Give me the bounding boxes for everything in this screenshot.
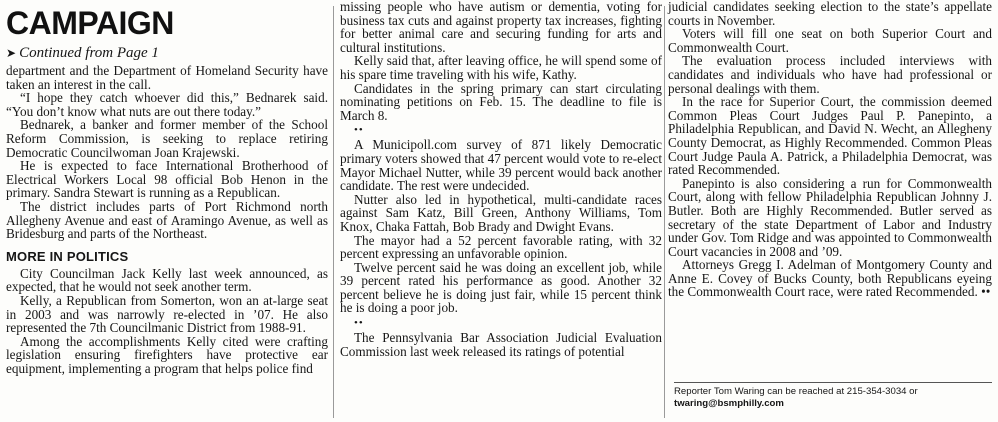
reporter-byline bbox=[674, 382, 992, 410]
byline-text: Reporter Tom Waring can be reached at 215-354-3034 or bbox=[674, 386, 918, 397]
column-rule bbox=[333, 6, 334, 418]
column-rule bbox=[664, 6, 665, 418]
paragraph: “I hope they catch whoever did this,” Bednarek said. “You don’t know what nuts are out there today.” bbox=[6, 90, 328, 119]
subhead: MORE IN POLITICS bbox=[6, 248, 129, 264]
paragraph: Candidates in the spring primary can start circulating nominating petitions on Feb. 15. The deadline to file is March 8. bbox=[340, 80, 662, 123]
paragraph: He is expected to face International Brotherhood of Electrical Workers Local 98 official Bob Henon in the primary. Sandra Stewart is running as a Republican. bbox=[6, 158, 328, 201]
continued-text: Continued from Page 1 bbox=[19, 45, 159, 61]
paragraph: Kelly, a Republican from Somerton, won an at-large seat in 2003 and was narrowly re-elected in ’07. He also represented the 7th Councilmanic District from 1988-91. bbox=[6, 292, 328, 336]
paragraph: judicial candidates seeking election to the state’s appellate courts in November. bbox=[668, 0, 992, 28]
column-1 bbox=[6, 0, 328, 375]
arrow-icon: ➤ bbox=[6, 46, 17, 60]
headline: CAMPAIGN bbox=[6, 5, 174, 41]
paragraph: The Pennsylvania Bar Association Judicial Evaluation Commission last week released its ratings of potential bbox=[340, 330, 662, 359]
paragraph: Attorneys Gregg I. Adelman of Montgomery County and Anne E. Covey of Bucks County, both Republicans eyeing the Commonwealth Court race, were rated Recommended. •• bbox=[668, 257, 992, 300]
paragraph: department and the Department of Homeland Security have taken an interest in the call. bbox=[6, 63, 328, 92]
paragraph: missing people who have autism or dementia, voting for business tax cuts and against property tax increases, fighting for better animal care and securing funding for arts and cultural institutions. bbox=[340, 0, 662, 55]
paragraph: Twelve percent said he was doing an excellent job, while 39 percent rated his performance as good. Another 32 percent believe he is doing just fair, while 15 percent think he is doing a poor job. bbox=[340, 259, 662, 316]
section-break-dots: •• bbox=[354, 317, 364, 330]
paragraph: A Municipoll.com survey of 871 likely Democratic primary voters showed that 47 percent would vote to re-elect Mayor Michael Nutter, while 39 percent would back another candidate. The rest were undecided. bbox=[340, 137, 662, 194]
paragraph: Kelly said that, after leaving office, he will spend some of his spare time traveling with his wife, Kathy. bbox=[340, 53, 662, 82]
byline-email: twaring@bsmphilly.com bbox=[674, 398, 784, 409]
paragraph: Panepinto is also considering a run for Commonwealth Court, along with fellow Philadelphia Republican Johnny J. Butler. Both are Highly Recommended. Butler served as secretary of the state Department of Labor and Industry under Gov. Tom Ridge and was appointed to Commonwealth Court vacancies in 2008 and ’09. bbox=[668, 175, 992, 259]
paragraph: The mayor had a 52 percent favorable rating, with 32 percent expressing an unfavorable opinion. bbox=[340, 232, 662, 262]
paragraph: The evaluation process included interviews with candidates and individuals who have had professional or personal dealings with them. bbox=[668, 53, 992, 96]
continued-line bbox=[6, 44, 328, 62]
paragraph: Among the accomplishments Kelly cited were crafting legislation ensuring firefighters have protective ear equipment, implementing a program that helps police find bbox=[6, 333, 328, 376]
section-break-dots: •• bbox=[354, 124, 364, 137]
paragraph: City Councilman Jack Kelly last week announced, as expected, that he would not seek another term. bbox=[6, 265, 328, 295]
paragraph: In the race for Superior Court, the commission deemed Common Pleas Court Judges Paul P. Panepinto, a Philadelphia Republican, and David N. Wecht, an Allegheny County Democrat, as Highly Recommended. Common Pleas Court Judge Paula A. Patrick, a Philadelphia Democrat, was rated Recommended. bbox=[668, 94, 992, 178]
paragraph: Nutter also led in hypothetical, multi-candidate races against Sam Katz, Bill Green, Anthony Williams, Tom Knox, Chaka Fattah, Bob Brady and Dwight Evans. bbox=[340, 191, 662, 234]
paragraph: Voters will fill one seat on both Superior Court and Commonwealth Court. bbox=[668, 26, 992, 55]
paragraph: The district includes parts of Port Richmond north Allegheny Avenue and east of Aramingo Avenue, as well as Bridesburg and parts of the Northeast. bbox=[6, 198, 328, 242]
column-3 bbox=[668, 0, 992, 409]
column-2 bbox=[340, 0, 662, 358]
paragraph: Bednarek, a banker and former member of the School Reform Commission, is seeking to replace retiring Democratic Councilwoman Joan Krajewski. bbox=[6, 117, 328, 160]
